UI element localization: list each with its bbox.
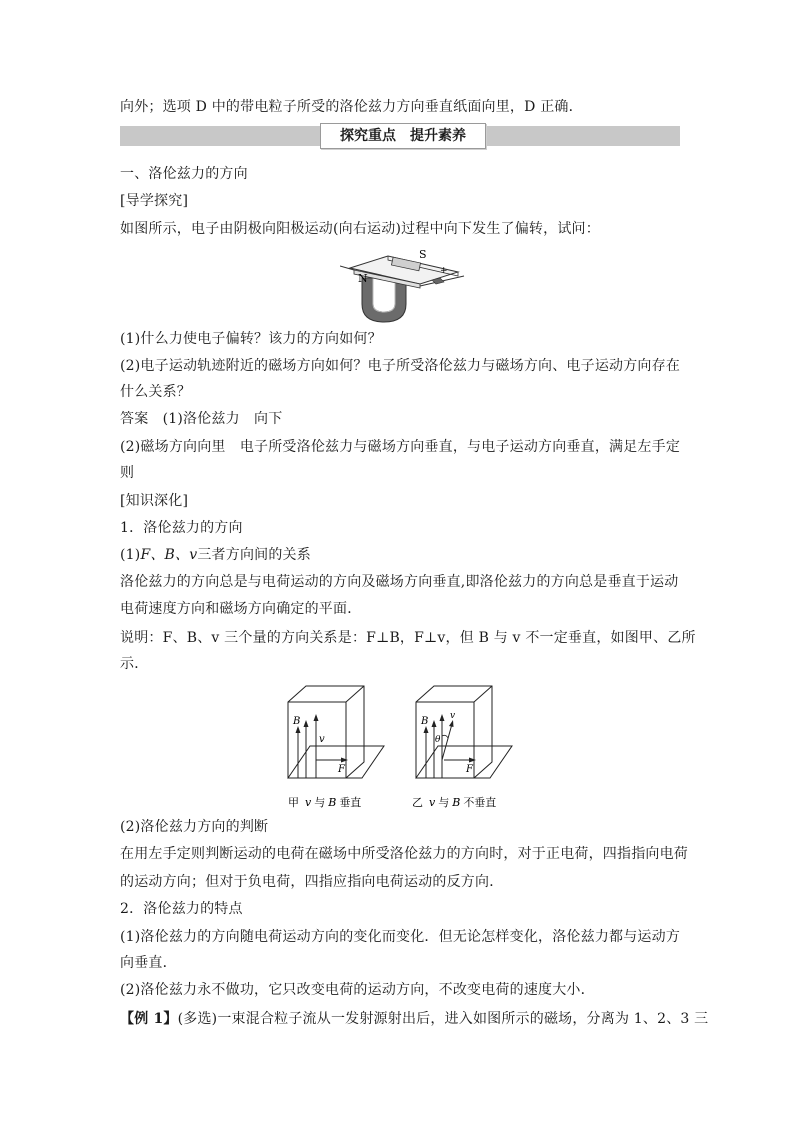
cathode-tube-figure (340, 246, 465, 326)
section-title: 探究重点 提升素养 (320, 123, 486, 149)
label-v: v (450, 711, 456, 721)
caption-yi-name: 乙 (412, 796, 423, 809)
question-2b: 什么关系？ (120, 384, 191, 400)
answer-2b: 则 (120, 465, 135, 481)
caption-jia-name: 甲 (288, 796, 299, 809)
knowledge-1-2a: 在用左手定则判断运动的电荷在磁场中所受洛伦兹力的方向时，对于正电荷，四指指向电荷 (120, 846, 688, 862)
caption-yi-v: v (429, 796, 436, 809)
question-1: (1)什么力使电子偏转？该力的方向如何？ (120, 331, 382, 347)
knowledge-1-2b: 的运动方向；但对于负电荷，四指应指向电荷运动的反方向． (120, 874, 504, 890)
knowledge-2-2: (2)洛伦兹力永不做功，它只改变电荷的运动方向，不改变电荷的速度大小． (120, 982, 595, 998)
caption-yi-b: B (452, 796, 461, 809)
k1-1-prefix: (1) (120, 547, 141, 563)
question-2a: (2)电子运动轨迹附近的磁场方向如何？电子所受洛伦兹力与磁场方向、电子运动方向存在 (120, 358, 681, 374)
caption-yi (412, 795, 496, 809)
guide-label: [导学探究] (120, 193, 189, 209)
note-b: 示． (120, 656, 149, 672)
anode-plus-label: + (440, 266, 448, 276)
answer-2a: (2)磁场方向向里 电子所受洛伦兹力与磁场方向垂直，与电子运动方向垂直，满足左手定 (120, 439, 681, 455)
knowledge-2-1b: 向垂直． (120, 955, 177, 971)
figure-jia (282, 684, 392, 812)
k1-1-vars: F、B、v (140, 547, 198, 563)
knowledge-1-para-b: 电荷速度方向和磁场方向确定的平面． (120, 601, 362, 617)
label-f: F (338, 764, 345, 775)
heading-1: 一、洛伦兹力的方向 (120, 166, 248, 182)
knowledge-2-1a: (1)洛伦兹力的方向随电荷运动方向的变化而变化．但无论怎样变化，洛伦兹力都与运动方 (120, 929, 681, 945)
caption-jia-end: 垂直 (339, 796, 362, 809)
label-f: F (466, 764, 473, 775)
caption-jia-b: B (328, 796, 337, 809)
example-1 (120, 1008, 709, 1030)
example-label: 【例 1】 (120, 1011, 178, 1027)
label-b: B (293, 716, 301, 727)
answer-1: 答案 (1)洛伦兹力 向下 (120, 411, 283, 427)
deepen-label: [知识深化] (120, 493, 189, 509)
knowledge-1-2: (2)洛伦兹力方向的判断 (120, 819, 269, 835)
knowledge-2: 2．洛伦兹力的特点 (120, 901, 243, 917)
caption-jia-v: v (305, 796, 312, 809)
knowledge-1: 1．洛伦兹力的方向 (120, 520, 243, 536)
k1-1-suffix: 三者方向间的关系 (197, 547, 311, 563)
pole-s-label: S (419, 248, 427, 261)
caption-jia-mid: 与 (314, 796, 326, 809)
text-line: 向外；选项 D 中的带电粒子所受的洛伦兹力方向垂直纸面向里，D 正确． (120, 99, 583, 115)
pole-n-label: N (358, 272, 368, 285)
knowledge-1-para-a: 洛伦兹力的方向总是与电荷运动的方向及磁场方向垂直,即洛伦兹力的方向总是垂直于运动 (120, 574, 679, 590)
label-theta: θ (435, 735, 441, 745)
caption-jia (288, 795, 361, 809)
knowledge-1-1 (120, 544, 680, 566)
note-a: 说明：F、B、v 三个量的方向关系是：F⊥B，F⊥v，但 B 与 v 不一定垂直，如图甲、乙所 (120, 630, 696, 646)
caption-yi-mid: 与 (438, 796, 450, 809)
label-v: v (319, 734, 325, 745)
figure-yi (404, 684, 519, 812)
example-text: (多选)一束混合粒子流从一发射源射出后，进入如图所示的磁场，分离为 1、2、3 三 (177, 1011, 709, 1027)
caption-yi-end: 不垂直 (463, 796, 497, 809)
question-intro: 如图所示，电子由阴极向阳极运动(向右运动)过程中向下发生了偏转，试问： (120, 221, 600, 237)
label-b: B (421, 716, 429, 727)
